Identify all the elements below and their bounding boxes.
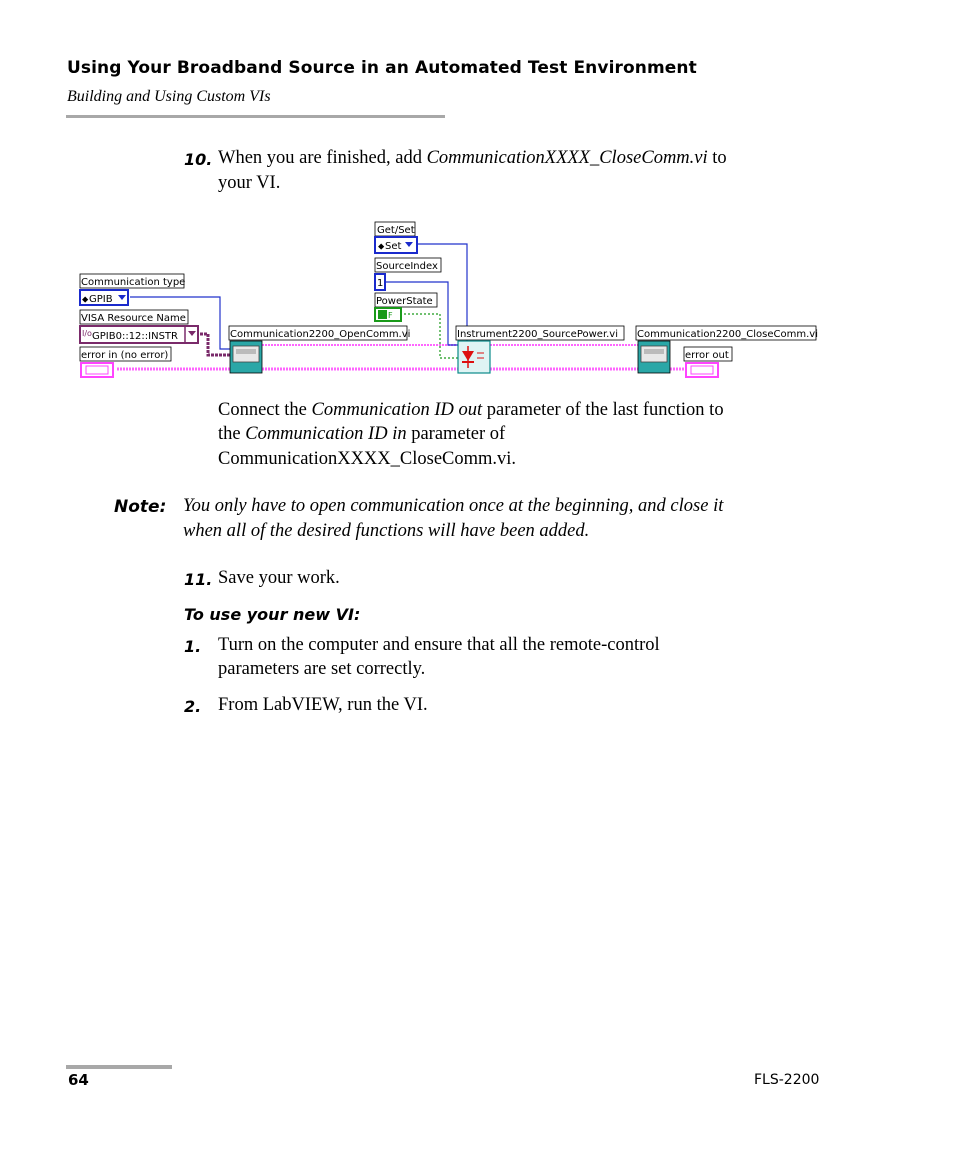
header-rule (66, 115, 445, 118)
source-power-node[interactable] (458, 341, 490, 373)
visa-label: VISA Resource Name (81, 313, 186, 324)
connect-line-1: Connect the Communication ID out parameter of the last function to (218, 400, 724, 420)
footer-rule (66, 1065, 172, 1069)
source-power-label: Instrument2200_SourcePower.vi (457, 329, 619, 340)
step-10-text-b: to (707, 148, 727, 168)
step-10-vi-name: CommunicationXXXX_CloseComm.vi (426, 148, 708, 168)
connect-line-2: the Communication ID in parameter of (218, 424, 506, 444)
procedure-step-1-line-2: parameters are set correctly. (218, 659, 426, 679)
step-10-number: 10. (184, 150, 213, 169)
increment-arrows-icon: ⬥ (82, 295, 89, 305)
boolean-true-icon (378, 310, 387, 319)
procedure-step-2-line-1: From LabVIEW, run the VI. (218, 695, 428, 715)
close-comm-label: Communication2200_CloseComm.vi (637, 329, 818, 340)
boolean-false-icon: F (388, 311, 393, 320)
running-header-subtitle: Building and Using Custom VIs (67, 88, 271, 105)
power-state-label: PowerState (376, 296, 433, 307)
note-line-2: when all of the desired functions will have been added. (183, 521, 590, 541)
note-label: Note: (114, 497, 167, 517)
connect-line-3: CommunicationXXXX_CloseComm.vi. (218, 449, 517, 469)
page-number: 64 (68, 1071, 89, 1089)
step-11-number: 11. (184, 570, 213, 589)
get-set-label: Get/Set (377, 225, 415, 236)
step-10-text-a: When you are finished, add (218, 148, 427, 168)
procedure-step-2-number: 2. (184, 697, 202, 716)
step-10-text-line2: your VI. (218, 173, 281, 193)
product-model: FLS-2200 (754, 1072, 820, 1088)
procedure-heading: To use your new VI: (184, 605, 361, 624)
error-out-label: error out (685, 350, 729, 361)
comm-id-out-term: Communication ID out (311, 400, 483, 420)
visa-value: GPIB0::12::INSTR (92, 331, 178, 342)
error-in-label: error in (no error) (81, 350, 169, 361)
running-header-title: Using Your Broadband Source in an Automated Test Environment (67, 58, 697, 78)
note-line-1: You only have to open communication once at the beginning, and close it (183, 496, 724, 516)
labview-block-diagram (70, 218, 830, 383)
source-index-value: 1 (377, 278, 384, 289)
procedure-step-1-line-1: Turn on the computer and ensure that all the remote-control (218, 635, 660, 655)
comm-type-value: GPIB (89, 294, 113, 305)
get-set-value: Set (385, 241, 402, 252)
procedure-step-1-number: 1. (184, 637, 202, 656)
source-index-label: SourceIndex (376, 261, 438, 272)
open-comm-label: Communication2200_OpenComm.vi (230, 329, 411, 340)
comm-id-in-term: Communication ID in (245, 424, 407, 444)
increment-arrows-icon: ⬥ (378, 242, 385, 252)
step-10-text (218, 146, 727, 171)
visa-wire (200, 334, 230, 355)
comm-type-label: Communication type (81, 277, 186, 288)
step-11-text: Save your work. (218, 568, 340, 588)
io-icon: I/o (82, 329, 92, 338)
